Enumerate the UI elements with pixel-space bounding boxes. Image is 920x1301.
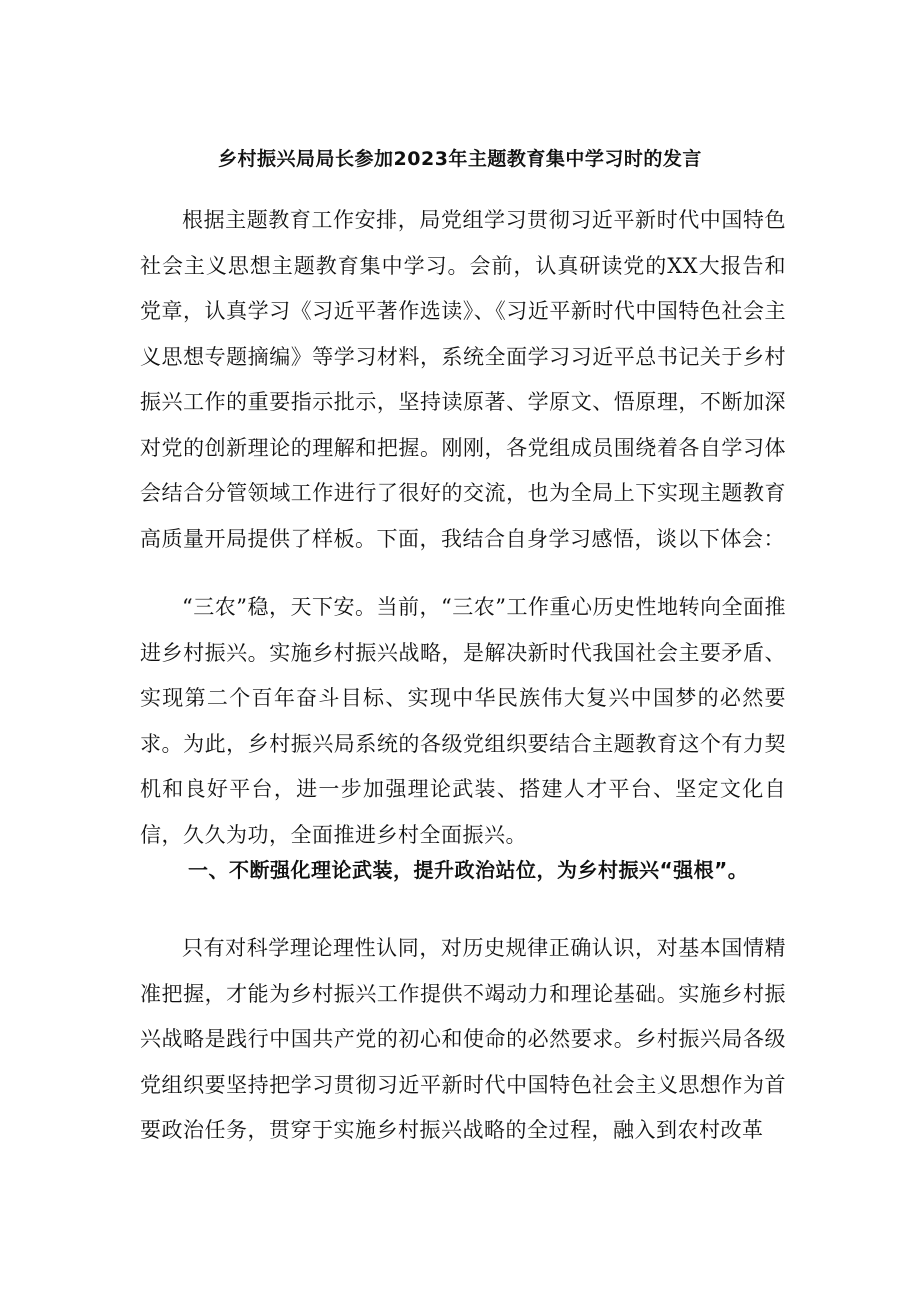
paragraph-theory: 只有对科学理论理性认同，对历史规律正确认识，对基本国情精准把握，才能为乡村振兴工作提供不竭动力和理论基础。实施乡村振兴战略是践行中国共产党的初心和使命的必然要求。乡村振兴局各级党组织要坚持把学习贯彻习近平新时代中国特色社会主义思想作为首要政治任务，贯穿于实施乡村振兴战略的全过程，融入到农村改革 <box>140 936 786 1142</box>
document-title: 乡村振兴局局长参加2023年主题教育集中学习时的发言 <box>218 148 702 170</box>
paragraph-intro: 根据主题教育工作安排，局党组学习贯彻习近平新时代中国特色社会主义思想主题教育集中学习。会前，认真研读党的XX大报告和党章，认真学习《习近平著作选读》、《习近平新时代中国特色社会主义思想专题摘编》等学习材料，系统全面学习习近平总书记关于乡村振兴工作的重要指示批示，坚持读原著、学原文、悟原理，不断加深对党的创新理论的理解和把握。刚刚，各党组成员围绕着各自学习体会结合分管领域工作进行了很好的交流，也为全局上下实现主题教育高质量开局提供了样板。下面，我结合自身学习感悟，谈以下体会： <box>140 208 786 551</box>
paragraph-sannong: “三农”稳，天下安。当前，“三农”工作重心历史性地转向全面推进乡村振兴。实施乡村振兴战略，是解决新时代我国社会主要矛盾、实现第二个百年奋斗目标、实现中华民族伟大复兴中国梦的必然要求。为此，乡村振兴局系统的各级党组织要结合主题教育这个有力契机和良好平台，进一步加强理论武装、搭建人才平台、坚定文化自信，久久为功，全面推进乡村全面振兴。 <box>140 595 786 847</box>
section-heading-one: 一、不断强化理论武装，提升政治站位，为乡村振兴“强根”。 <box>188 858 749 882</box>
